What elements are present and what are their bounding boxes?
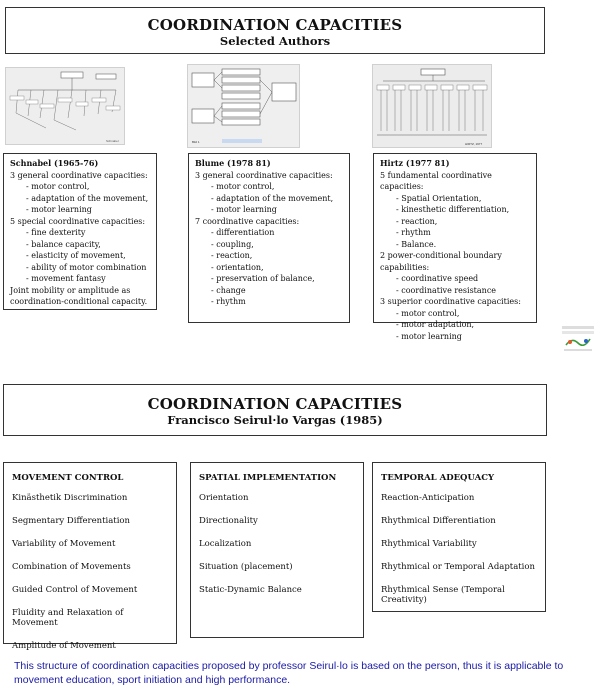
capacity-line: 7 coordinative capacities:	[195, 216, 300, 226]
capacity-line: - motor adaptation,	[396, 320, 475, 329]
capacity-line: - adaptation of the movement,	[211, 193, 334, 203]
temporal-adequacy-column	[372, 462, 546, 612]
capacity-line: 3 general coordinative capacities:	[195, 170, 333, 180]
svg-text:Schnabel: Schnabel	[106, 139, 119, 143]
column-heading: MOVEMENT CONTROL	[12, 473, 124, 483]
slide1-subtitle: Selected Authors	[219, 34, 331, 48]
author-card-hirtz	[373, 153, 537, 341]
capacity-item: Static-Dynamic Balance	[199, 585, 302, 595]
svg-text:HIRTZ, 1977: HIRTZ, 1977	[465, 142, 483, 146]
capacity-line: - motor control,	[211, 182, 275, 191]
footer-note: This structure of coordination capacities proposed by professor Seirul·lo is based on the person, thus it is applicable to movement education, sport initiation and high performance.	[14, 660, 564, 686]
capacity-line: - change	[211, 285, 246, 295]
capacity-line: - motor learning	[26, 205, 92, 214]
capacity-line: 2 power-conditional boundary capabilities:	[380, 251, 502, 272]
capacity-item: Variability of Movement	[12, 539, 116, 549]
capacity-item: Rhythmical Variability	[381, 539, 477, 549]
capacity-line: - balance capacity,	[26, 239, 101, 249]
capacity-line: - coupling,	[211, 239, 254, 249]
capacity-line: - differentiation	[211, 228, 275, 237]
column-heading: TEMPORAL ADEQUACY	[381, 473, 495, 483]
capacity-line: - rhythm	[211, 297, 246, 306]
institute-logo	[560, 325, 596, 353]
author-card-schnabel	[3, 153, 157, 310]
capacity-line: - motor control,	[396, 308, 460, 318]
capacity-line: - orientation,	[211, 262, 264, 272]
capacity-line: - kinesthetic differentiation,	[396, 205, 510, 214]
capacity-item: Directionality	[199, 516, 258, 526]
slide2-subtitle: Francisco Seirul·lo Vargas (1985)	[167, 413, 383, 427]
capacity-line: - movement fantasy	[26, 274, 106, 283]
column-heading: SPATIAL IMPLEMENTATION	[199, 473, 337, 483]
capacity-line: - reaction,	[396, 216, 438, 226]
capacity-line: Joint mobility or amplitude as coordination-conditional capacity.	[10, 285, 148, 306]
capacity-line: - preservation of balance,	[211, 274, 315, 283]
slide1-title: COORDINATION CAPACITIES	[147, 16, 403, 34]
capacity-line: 3 general coordinative capacities:	[10, 170, 148, 180]
svg-text:Bild 1: Bild 1	[192, 140, 200, 144]
capacity-line: - ability of motor combination	[26, 262, 147, 272]
capacity-item: Reaction-Anticipation	[381, 493, 475, 503]
hirtz-diagram-image	[372, 64, 492, 148]
capacity-item: Situation (placement)	[199, 562, 293, 572]
capacity-line: - motor learning	[211, 205, 277, 214]
capacity-line: - rhythm	[396, 228, 431, 237]
capacity-line: - Spatial Orientation,	[396, 193, 482, 203]
slide2-title: COORDINATION CAPACITIES	[147, 395, 403, 413]
author-name: Schnabel (1965-76)	[10, 158, 99, 168]
capacity-item: Kinästhetik Discrimination	[12, 493, 128, 503]
capacity-line: - fine dexterity	[26, 228, 86, 237]
capacity-line: - motor control,	[26, 182, 90, 191]
capacity-item: Rhythmical Differentiation	[381, 516, 496, 526]
movement-control-column	[3, 462, 177, 651]
capacity-line: 3 superior coordinative capacities:	[380, 297, 521, 306]
capacity-item: Orientation	[199, 493, 249, 503]
spatial-implementation-column	[190, 462, 364, 638]
author-card-blume	[188, 153, 350, 323]
capacity-line: - motor learning	[396, 331, 462, 341]
slide2-title-box	[3, 384, 547, 436]
author-name: Hirtz (1977 81)	[380, 158, 450, 168]
capacity-item: Localization	[199, 539, 252, 549]
capacity-item: Rhythmical Sense (Temporal Creativity)	[381, 585, 505, 605]
capacity-line: - coordinative resistance	[396, 285, 497, 295]
capacity-item: Segmentary Differentiation	[12, 516, 131, 526]
slide1-title-box	[5, 7, 545, 54]
capacity-item: Rhythmical or Temporal Adaptation	[381, 562, 535, 572]
author-name: Blume (1978 81)	[195, 158, 271, 168]
capacity-item: Combination of Movements	[12, 562, 131, 572]
capacity-item: Fluidity and Relaxation of Movement	[12, 608, 124, 628]
capacity-line: 5 fundamental coordinative capacities:	[380, 170, 492, 191]
capacity-line: - elasticity of movement,	[26, 251, 126, 260]
capacity-line: - coordinative speed	[396, 274, 479, 283]
capacity-item: Guided Control of Movement	[12, 585, 138, 595]
capacity-item: Amplitude of Movement	[12, 641, 116, 651]
schnabel-diagram-image	[5, 67, 125, 145]
capacity-line: - Balance.	[396, 239, 437, 249]
capacity-line: - adaptation of the movement,	[26, 193, 149, 203]
capacity-line: 5 special coordinative capacities:	[10, 216, 146, 226]
blume-diagram-image	[187, 64, 300, 148]
capacity-line: - reaction,	[211, 251, 253, 260]
